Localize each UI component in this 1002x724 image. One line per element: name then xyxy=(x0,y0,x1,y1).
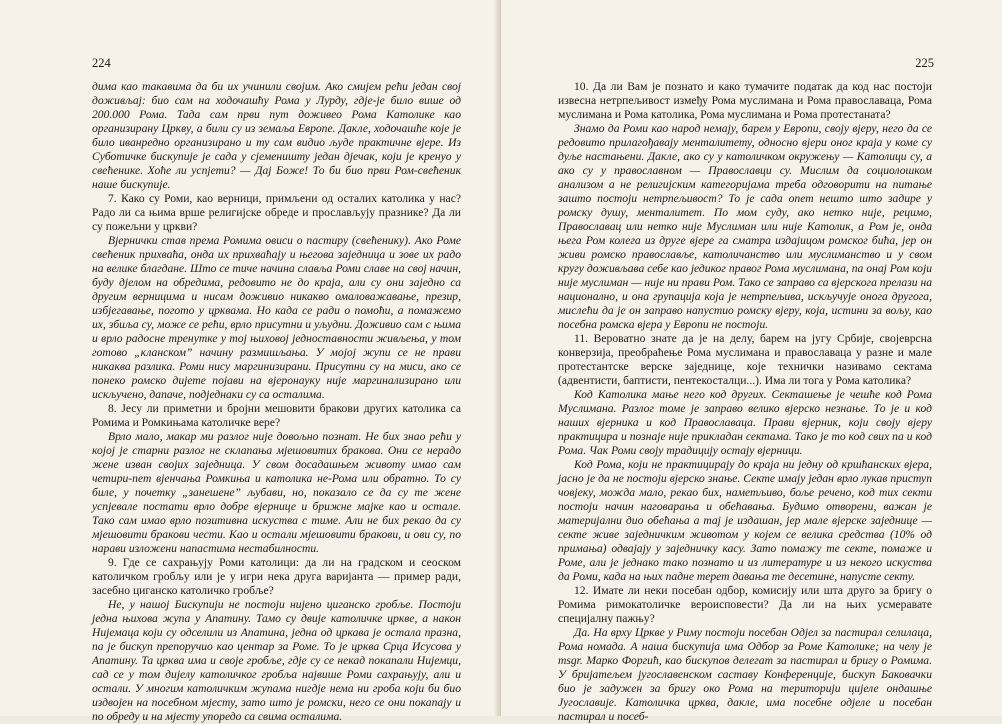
question-paragraph: 9. Где се сахрањују Роми католици: да ли на градском и сеоском католичком гробљу или је у игри нека друга варијанта — пример ради, засебно циганско католичко гробље? xyxy=(92,556,461,597)
page-number: 224 xyxy=(92,56,111,70)
question-paragraph: 7. Како су Роми, као верници, примљени од осталих католика у нас? Радо ли са њима врше религијске обреде и прослављују празнике? Да ли су пожељни у цркви? xyxy=(92,192,461,233)
page-body xyxy=(558,80,932,724)
answer-paragraph: Знамо да Роми као народ немају, барем у Европи, своју вјеру, него да се редовито прилагођавају менталитету, односно вјери оног краја у коме су дуље настањени. Дакле, ако су у католичком окружењу — Католици су, а ако су у православном — Православци су. Мислим да социолошком анализом а не религијским категоријама треба одговорити на питање зашто постоји нетрпељивост? То је сада опет нешто што задире у ромску душу, менталитет. По мом суду, ако нетко није, рецимо, Православац или нетко није Муслиман или није Католик, а Ром је, онда њега Ром колега из друге вјере га сматра издајицом ромског бића, јер он живи ромско православље, католичанство или муслиманство и у свом кругу доживљава себе као једиког правог Рома муслимана, па онај Ром који није муслиман — није ни прави Ром. Тако се заправо са вјерскога прелази на национално, и она групација која је нетрпељива, искључује онога другога, мислећи да је он заправо напустио ромску вјеру, која, истини за вољу, као посебна ромска вјера у Европи не постоји. xyxy=(558,122,932,331)
left-page xyxy=(0,0,499,723)
answer-paragraph: Вјернички став према Ромима овиси о пастиру (свећенику). Ако Роме свећеник прихваћа, онда их прихваћају и његова заједница и зове их радо на велике благдане. Што се тиче начина славља Роми славе на свој начин, буду дјелом на обредима, редовито не до краја, али су они заједно са другим верницима и нисам доживио никакво омаловажавање, презир, избјегавање, погото у црквама. Но када се ради о помоћи, а помажемо их, збиља су, може се рећи, врло присутни и уљудни. Доживио сам с њима и врло радосне тренутке у тој њиховој једноставности живљења, у том готово „кланском” начину размишљања. У мојој жупи се не прави никаква разлика. Роми нису маргинизирани. Присутни су на миси, ако се понеко ромско дијете појави на вјеронауку није маргинализирано или искључено, дапаче, подједнаки су са осталима. xyxy=(92,234,461,401)
answer-paragraph: Код Католика мање него код других. Секташење је чешће код Рома Муслимана. Разлог томе је заправо велико вјерско незнање. То је и код наших вјерника и код Православаца. Прави вјерник, који своју вјеру практицира и познаје није прикладан сектама. Тако је то код свих па и код Рома. Чак Роми своју традицију остају вјерници. xyxy=(558,388,932,457)
page-number: 225 xyxy=(915,56,934,70)
answer-paragraph: дима као такавима да би их учинили својим. Ако смијем рећи један свој доживљај: био сам на ходочашћу Рома у Лурду, гдје-је било више од 200.000 Рома. Тада сам први пут доживео Рома Католике као организирану Цркву, а били су из земаља Европе. Дакле, ходочашће које је било иванредно организирано и ту сам видио људе практичне вјере. Из Суботичке бискупије је сада у сјеменишту један дјечак, који је кренуо у свећенике. Хоће ли успјети? — Дај Боже! То би био први Ром-свећеник наше бискупије. xyxy=(92,80,461,191)
answer-paragraph: Врло мало, макар ми разлог није довољно познат. Не бих знао рећи у којој је старни разлог не склапања мјешовитих бракова. Они се нерадо жене изван својих заједница. У свом досадашњем животу имао сам четири-пет вјенчања Ромкиња и католика не-Рома или обратно. То су биле, у почетку „занешене” љубави, но, показало се да су те жене успјевале постати врло добре вјернице и брижне мајке као и остале. Тако сам имао врло позитивна искуства с тиме. Али не бих рекао да су мјешовити бракови чести. Као и остали мјешовити бракови, и ови су, по нарави изложени напастима нестабилности. xyxy=(92,430,461,555)
page-body xyxy=(92,80,461,724)
question-paragraph: 8. Јесу ли приметни и бројни мешовити бракови других католика са Ромима и Ромкињама католичке вере? xyxy=(92,402,461,429)
answer-paragraph: Не, у нашој Бискупији не постоји нијено циганско гробље. Постоји једна њихова жупа у Апатину. Тамо су двије католичке цркве, а након Нијемаца који су одселили из Апатина, једна од цркава је остала празна, па је бискуп препоручио као центар за Роме. То је црква Срца Исусова у Апатину. Та црква има и своје гробље, гдје су се некад покапали Нијемци, сад се у том дијелу католичког гробља највише Роми сахрањују, али и остали. У многим католичким жупама нигдје нема ни гроба који би био издвојен на посебном мјесту, зато што је ромски, него се они покапају и по обреду и на мјесту упоредо са свима осталима. xyxy=(92,598,461,723)
right-page xyxy=(501,0,1002,723)
answer-paragraph: Код Рома, који не практицирају до краја ни једну од кршћанских вјера, јасно је да не постоји вјерско знање. Секте имају један врло лукав приступ човјеку, можда мало, рекао бих, наметљиво, боље речено, код тих секти постоји начин наговарања и обећавања. Будимо отворени, важан је материјални дио обећања а тај је издашан, јер мале вјерске заједнице — секте живе заједничким животом у којем се велика средства (10% од примања) одвајају у заједничку касу. Зато помажу те секте, помаже и Роме, али је једнако тако познато и из литературе и из некого искуства да Роми, када на њих падне терет давања те десетине, напусте секту. xyxy=(558,458,932,583)
question-paragraph: 11. Вероватно знате да је на делу, барем на југу Србије, својеврсна конверзија, преобраћење Рома муслимана и православаца у разне и мале протестантске верске заједнице, које технички називамо сектама (адвентисти, баптисти, пентекосталци...). Има ли тога у Рома католика? xyxy=(558,332,932,387)
answer-paragraph: Да. На врху Цркве у Риму постоји посебан Одјел за пастирал селилаца, Рома номада. А наша бискупија има Одбор за Роме Католике; на челу је msgr. Марко Форгић, као бискупов делегат за пастирал и бригу о Ромима. У бријатељем југославенском саставу Конференције, бискуп Баковачки био је задужен за бригу око Рома на територији цијеле ондашње Југославије. Католичка црква, дакле, има посебне одјеле и посебан пастирал и посеб- xyxy=(558,626,932,723)
question-paragraph: 10. Да ли Вам је познато и како тумачите податак да код нас постоји извесна нетрпељивост између Рома муслимана и Рома православаца, Рома муслимана и Рома католика, Рома муслимана и Рома протестаната? xyxy=(558,80,932,121)
question-paragraph: 12. Имате ли неки посебан одбор, комисију или шта друго за бригу о Ромима римокатоличке вероисповести? Да ли на њих усмеравате специјалну пажњу? xyxy=(558,584,932,625)
